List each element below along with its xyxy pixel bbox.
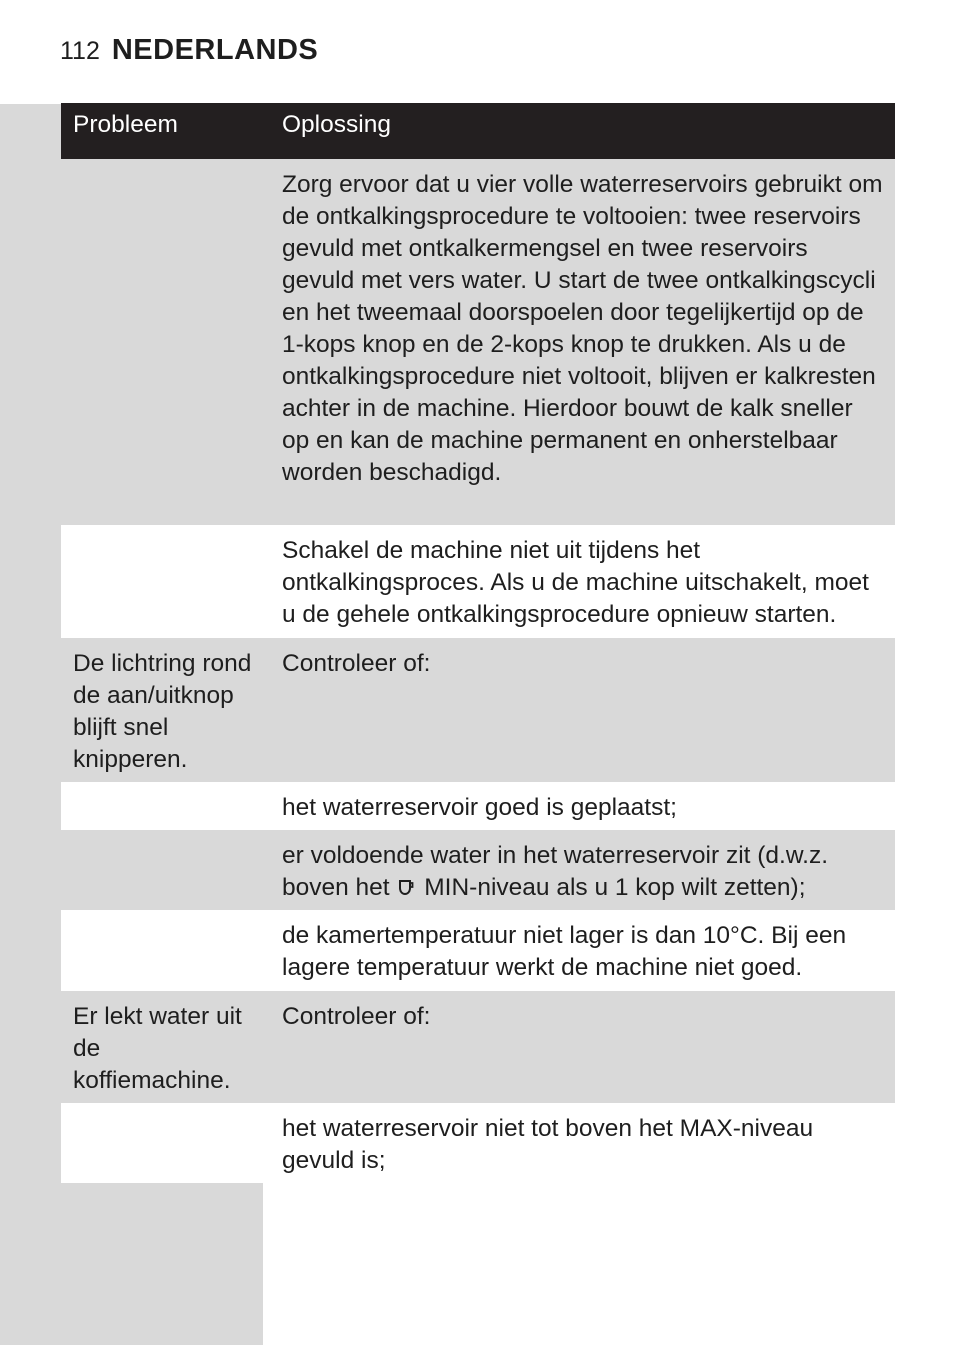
problem-cell: De lichtring rond de aan/uitknop blijft snel knipperen. <box>73 650 252 773</box>
table-row <box>61 1103 895 1183</box>
table-row <box>61 782 895 830</box>
solution-cell: Schakel de machine niet uit tijdens het ontkalkingsproces. Als u de machine uitschakelt, moet u de gehele ontkalkingsprocedure opnieuw starten. <box>282 537 869 628</box>
solution-cell: Zorg ervoor dat u vier volle waterreservoirs gebruikt om de ontkalkingsprocedure te voltooien: twee reservoirs gevuld met ontkalkermengsel en twee reservoirs gevuld met vers water. U start de twee ontkalkingscycli en het tweemaal doorspoelen door tegelijkertijd op de 1-kops knop en de 2-kops knop te drukken. Als u de ontkalkingsprocedure niet voltooit, blijven er kalkresten achter in de machine. Hierdoor bouwt de kalk sneller op en kan de machine permanent en onherstelbaar worden beschadigd. <box>282 171 883 486</box>
solution-cell: Controleer of: <box>282 1003 431 1030</box>
table-header-row <box>61 103 895 159</box>
solution-cell: Controleer of: <box>282 650 431 677</box>
table-row <box>61 991 895 1103</box>
problem-cell <box>61 1103 264 1183</box>
table-row <box>61 910 895 991</box>
problem-cell: Er lekt water uit de koffiemachine. <box>73 1003 242 1094</box>
solution-text: er voldoende water in het waterreservoir zit (d.w.z. boven het <box>282 842 829 901</box>
solution-cell: de kamertemperatuur niet lager is dan 10°C. Bij een lagere temperatuur werkt de machine niet goed. <box>282 922 847 981</box>
table-row <box>61 525 895 638</box>
solution-cell: het waterreservoir niet tot boven het MAX-niveau gevuld is; <box>282 1115 814 1174</box>
solution-cell: het waterreservoir goed is geplaatst; <box>282 794 677 821</box>
troubleshooting-table <box>61 103 895 1183</box>
problem-cell <box>61 782 264 830</box>
solution-text: MIN-niveau als u 1 kop wilt zetten); <box>424 874 806 901</box>
problem-cell <box>61 830 264 910</box>
problem-cell <box>61 159 264 525</box>
problem-cell <box>61 910 264 991</box>
table-row <box>61 638 895 782</box>
column-header-solution: Oplossing <box>282 111 391 138</box>
solution-cell <box>264 830 895 910</box>
page-header <box>60 34 318 74</box>
page-title: NEDERLANDS <box>111 34 319 66</box>
page-number: 112 <box>60 37 100 65</box>
column-header-problem: Probleem <box>73 111 178 138</box>
problem-cell <box>61 525 264 638</box>
table-row <box>61 159 895 525</box>
table-row <box>61 830 895 910</box>
cup-icon <box>398 879 415 896</box>
